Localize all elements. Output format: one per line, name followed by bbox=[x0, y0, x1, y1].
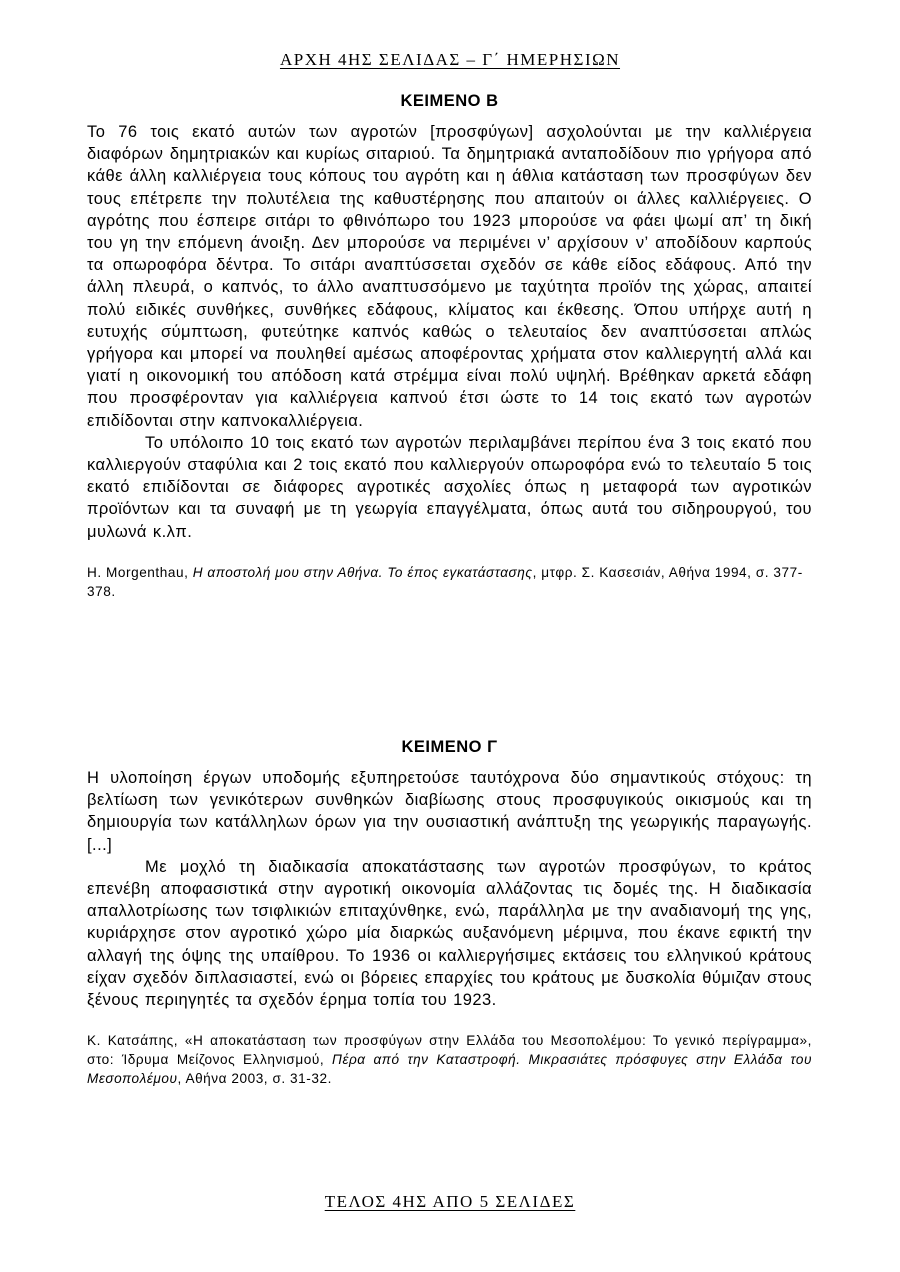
text-b-source-title: Η αποστολή μου στην Αθήνα. Το έπος εγκατάστασης bbox=[192, 564, 533, 580]
text-b-source-author: H. Morgenthau, bbox=[87, 564, 189, 580]
text-c-heading: ΚΕΙΜΕΝΟ Γ bbox=[401, 738, 498, 756]
text-c-paragraph-2: Με μοχλό τη διαδικασία αποκατάστασης των αγροτών προσφύγων, το κράτος επενέβη αποφασιστικά στην αγροτική οικονομία αλλάζοντας τις δομές της. Η διαδικασία απαλλοτρίωσης των τσιφλικιών επιταχύνθηκε, ενώ, παράλληλα με την αναδιανομή της γης, κυριάρχησε στον αγροτικό χώρο μία διαρκώς αυξανόμενη μέριμνα, που έκανε εφικτή την αλλαγή της όψης της υπαίθρου. Το 1936 οι καλλιεργήσιμες εκτάσεις του ελληνικού κράτους είχαν σχεδόν διπλασιαστεί, ενώ οι βόρειες επαρχίες του κράτους με δυσκολία θύμιζαν στους ξένους περιηγητές τα σχεδόν έρημα τοπία του 1923. bbox=[87, 857, 812, 1010]
text-c-paragraph-1: Η υλοποίηση έργων υποδομής εξυπηρετούσε ταυτόχρονα δύο σημαντικούς στόχους: τη βελτίωση των γενικότερων συνθηκών διαβίωσης στους προσφυγικούς οικισμούς και τη δημιουργία των κατάλληλων όρων για την ουσιαστική ανάπτυξη της γεωργικής παραγωγής. [...] bbox=[87, 769, 812, 854]
text-b-paragraph-1: Το 76 τοις εκατό αυτών των αγροτών [προσφύγων] ασχολούνται με την καλλιέργεια διαφόρων δημητριακών και κυρίως σιταριού. Τα δημητριακά ανταποδίδουν πιο γρήγορα από κάθε άλλη καλλιέργεια τους κόπους του αγρότη και η άθλια κατάσταση των προσφύγων δεν τους επέτρεπε την πολυτέλεια της καθυστέρησης που απαιτούν οι άλλες καλλιέργειες. Ο αγρότης που έσπειρε σιτάρι το φθινόπωρο του 1923 μπορούσε να φάει ψωμί απ’ τη δική του γη την επόμενη άνοιξη. Δεν μπορούσε να περιμένει ν’ αρχίσουν ν’ αποδίδουν καρπούς τα οπωροφόρα δέντρα. Το σιτάρι αναπτύσσεται σχεδόν σε κάθε είδος εδάφους. Από την άλλη πλευρά, ο καπνός, το άλλο αναπτυσσόμενο με ταχύτητα προϊόν της χώρας, απαιτεί πολύ ειδικές συνθήκες, συνθήκες εδάφους, κλίματος και έκθεσης. Όπου υπήρχε αυτή η ευτυχής σύμπτωση, φυτεύτηκε καπνός καθώς ο τελευταίος δεν αναπτύσσεται απλώς γρήγορα και μπορεί να πουληθεί αμέσως αποφέροντας χρήματα στον καλλιεργητή αλλά και γιατί η οικονομική του απόδοση κατά στρέμμα είναι πολύ υψηλή. Βρέθηκαν αρκετά εδάφη που προσφέρονταν για καλλιέργεια καπνού έτσι ώστε το 14 τοις εκατό των αγροτών επιδίδονται στην καπνοκαλλιέργεια. bbox=[87, 123, 812, 430]
text-c-section bbox=[87, 738, 812, 1088]
text-c-source-rest: , Αθήνα 2003, σ. 31-32. bbox=[177, 1071, 332, 1087]
text-b-source bbox=[87, 563, 812, 601]
text-c-source bbox=[87, 1031, 812, 1088]
page-header bbox=[0, 50, 900, 70]
text-c-source-title: Πέρα από την Καταστροφή. Μικρασιάτες πρόσφυγες στην Ελλάδα του Μεσοπολέμου bbox=[87, 1052, 812, 1087]
page-footer bbox=[0, 1192, 900, 1212]
text-b-section bbox=[87, 92, 812, 601]
page-footer-text: ΤΕΛΟΣ 4ΗΣ ΑΠΟ 5 ΣΕΛΙΔΕΣ bbox=[324, 1192, 576, 1211]
text-b-heading: ΚΕΙΜΕΝΟ Β bbox=[400, 92, 499, 110]
page-header-text: ΑΡΧΗ 4ΗΣ ΣΕΛΙΔΑΣ – Γ΄ ΗΜΕΡΗΣΙΩΝ bbox=[279, 50, 621, 69]
text-b-source-rest: , μτφρ. Σ. Κασεσιάν, Αθήνα 1994, σ. 377-378. bbox=[87, 564, 803, 599]
text-c-source-author: Κ. Κατσάπης, «Η αποκατάσταση των προσφύγων στην Ελλάδα του Μεσοπολέμου: Το γενικό περίγραμμα», στο: Ίδρυμα Μείζονος Ελληνισμού, bbox=[87, 1033, 812, 1068]
text-b-paragraph-2: Το υπόλοιπο 10 τοις εκατό των αγροτών περιλαμβάνει περίπου ένα 3 τοις εκατό που καλλιεργούν σταφύλια και 2 τοις εκατό που καλλιεργούν οπωροφόρα ενώ το τελευταίο 5 τοις εκατό επιδίδονται σε διάφορες αγροτικές ασχολίες όπως η μεταφορά των αγροτικών προϊόντων και τα συναφή με τη γεωργία επαγγέλματα, όπως αυτά του σιδηρουργού, του μυλωνά κ.λπ. bbox=[87, 433, 812, 541]
